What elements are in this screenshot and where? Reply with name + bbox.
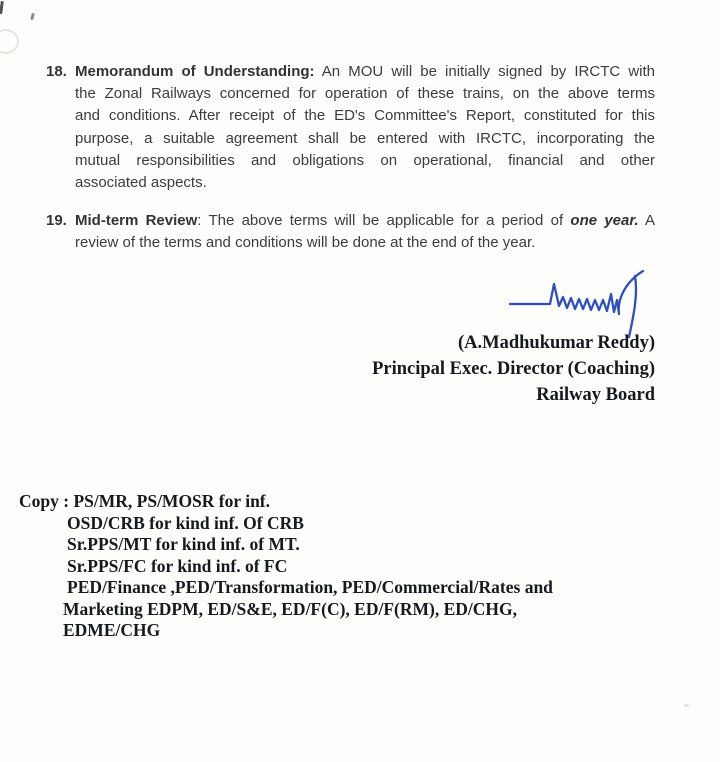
paragraph-18-line-6: associated aspects. [75,174,207,192]
copy-line: PED/Finance ,PED/Transformation, PED/Commercial/Rates and [67,577,553,597]
copy-line: OSD/CRB for kind inf. Of CRB [67,512,304,533]
copy-line: Sr.PPS/FC for kind inf. of FC [67,555,288,576]
paragraph-18-line-2: the Zonal Railways concerned for operation of these trains, on the above terms [75,85,655,103]
signatory-name: (A.Madhukumar Reddy) [457,333,655,353]
paragraph-18-number: 18. [46,63,67,80]
paragraph-18-line-3: and conditions. After receipt of the ED's Committee's Report, constituted for this [75,107,655,125]
paragraph-19-line-2: review of the terms and conditions will be done at the end of the year. [75,234,536,252]
paragraph-19-line-1-text: : The above terms will be applicable for a period of [197,212,571,229]
paragraph-19-emphasis-one-year: one year. [570,212,639,229]
paragraph-19-heading: Mid-term Review [75,212,198,229]
paragraph-18-heading: Memorandum of Understanding: [75,63,315,80]
scan-artifact-corner-mark [0,1,4,14]
copy-line: Sr.PPS/MT for kind inf. of MT. [67,534,300,554]
signatory-title: Principal Exec. Director (Coaching) [372,359,655,379]
copy-line: Marketing EDPM, ED/S&E, ED/F(C), ED/F(RM), ED/CHG, [63,598,517,619]
paragraph-18-line-5: mutual responsibilities and obligations on operational, financial and other [75,151,655,169]
paragraph-19-midterm-review [46,210,655,254]
signature-block [255,330,655,408]
paragraph-18-line-4: purpose, a suitable agreement shall be entered with IRCTC, incorporating the [75,129,655,147]
copy-line [19,491,679,513]
copy-entry: PS/MR, PS/MOSR for inf. [73,491,271,511]
paragraph-19-line-1 [46,210,655,232]
signatory-org: Railway Board [536,385,655,405]
scan-artifact-dot [684,704,689,707]
copy-distribution-list [19,491,679,642]
paragraph-18-line-1-text: An MOU will be initially signed by IRCTC with [314,63,655,80]
paragraph-19-number: 19. [46,212,67,229]
copy-label: Copy : [19,491,74,511]
paragraph-18-line-1 [46,61,655,83]
copy-line: EDME/CHG [63,620,161,640]
scan-artifact-tick-mark [30,13,35,21]
paragraph-18-memorandum [46,61,655,194]
scan-artifact-circle-smudge [0,29,19,54]
paragraph-19-line-1-end: A [638,212,655,229]
